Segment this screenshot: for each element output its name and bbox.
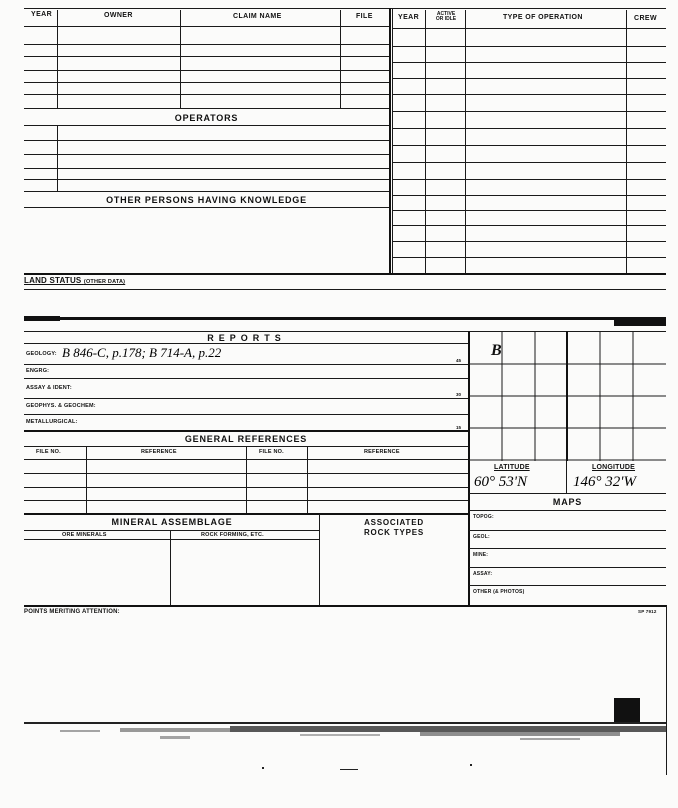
refs-file-no-header-1: FILE NO. bbox=[36, 449, 61, 455]
mineral-col-divider bbox=[170, 530, 171, 606]
ops-row-line bbox=[393, 145, 666, 146]
ops-row-line bbox=[393, 225, 666, 226]
main-vertical-divider-inner bbox=[392, 8, 393, 274]
report-label-assay: ASSAY & IDENT: bbox=[26, 385, 72, 391]
land-status-sub: (OTHER DATA) bbox=[83, 279, 126, 285]
ops-row-line bbox=[393, 128, 666, 129]
refs-col-divider bbox=[246, 446, 247, 514]
report-value-geology: B 846-C, p.178; B 714-A, p.22 bbox=[62, 345, 222, 360]
claims-row-line bbox=[24, 44, 389, 45]
claims-header-rule bbox=[24, 26, 389, 27]
report-label-geophys: GEOPHYS. & GEOCHEM: bbox=[26, 403, 96, 409]
maps-other-label: OTHER (& PHOTOS) bbox=[473, 589, 525, 595]
refs-reference-header-2: REFERENCE bbox=[364, 449, 400, 455]
ops-row-line bbox=[393, 195, 666, 196]
ops-type-header: TYPE OF OPERATION bbox=[503, 14, 583, 21]
refs-col-divider bbox=[307, 446, 308, 514]
maps-topog-label: TOPOG: bbox=[473, 514, 494, 520]
operators-col-divider bbox=[57, 126, 58, 191]
maps-mine-label: MINE: bbox=[473, 552, 489, 558]
claims-row-line bbox=[24, 94, 389, 95]
operators-title-rule bbox=[24, 125, 389, 126]
report-label-metallurgical: METALLURGICAL: bbox=[26, 419, 78, 425]
operators-row-line bbox=[24, 140, 389, 141]
scan-edge-bar bbox=[24, 317, 666, 320]
report-row-line bbox=[24, 364, 468, 365]
grid-letter: B bbox=[491, 342, 502, 359]
report-row-line bbox=[24, 414, 468, 415]
claims-row-line bbox=[24, 108, 389, 109]
ops-active-header-line2: OR IDLE bbox=[435, 16, 457, 22]
associated-rock-types-header bbox=[320, 518, 468, 538]
ops-col-divider bbox=[465, 10, 466, 274]
latitude-label: LATITUDE bbox=[494, 464, 530, 471]
maps-assay-label: ASSAY: bbox=[473, 571, 493, 577]
ops-row-line bbox=[393, 210, 666, 211]
claims-year-header: YEAR bbox=[31, 11, 53, 18]
other-persons-title-rule bbox=[24, 207, 389, 208]
associated-line1: ASSOCIATED bbox=[364, 518, 424, 527]
claims-col-divider bbox=[57, 10, 58, 108]
form-number: SP 7912 bbox=[638, 609, 657, 614]
report-num-geology: 45 bbox=[456, 358, 462, 363]
refs-reference-header-1: REFERENCE bbox=[141, 449, 177, 455]
operators-row-line bbox=[24, 154, 389, 155]
claims-file-header: FILE bbox=[356, 13, 373, 20]
report-label-engrg: ENGRG: bbox=[26, 368, 50, 374]
ops-row-line bbox=[393, 241, 666, 242]
scan-noise bbox=[0, 718, 678, 778]
ops-row-line bbox=[393, 179, 666, 180]
rock-forming-header: ROCK FORMING, ETC. bbox=[201, 532, 264, 538]
ops-crew-header: CREW bbox=[634, 15, 657, 22]
ops-col-divider bbox=[626, 10, 627, 274]
refs-file-no-header-2: FILE NO. bbox=[259, 449, 284, 455]
report-num-metallurgical: 15 bbox=[456, 425, 462, 430]
operators-row-line bbox=[24, 168, 389, 169]
report-num-assay: 30 bbox=[456, 392, 462, 397]
land-status-title bbox=[24, 276, 125, 285]
maps-row-line bbox=[469, 530, 666, 531]
top-section-bottom-rule bbox=[24, 273, 666, 275]
ops-row-line bbox=[393, 111, 666, 112]
claims-claim-name-header: CLAIM NAME bbox=[233, 13, 282, 20]
ops-row-line bbox=[393, 46, 666, 47]
ops-row-line bbox=[393, 28, 666, 29]
operators-row-line bbox=[24, 191, 389, 192]
report-row-line bbox=[24, 398, 468, 399]
report-row-line bbox=[24, 378, 468, 379]
ops-row-line bbox=[393, 62, 666, 63]
ops-row-line bbox=[393, 94, 666, 95]
claims-owner-header: OWNER bbox=[104, 12, 133, 19]
mineral-title-rule bbox=[24, 530, 320, 531]
maps-title: MAPS bbox=[552, 497, 583, 507]
reports-title: REPORTS bbox=[207, 333, 286, 343]
report-label-geology: GEOLOGY: bbox=[26, 351, 57, 357]
ops-active-header-line1: ACTIVE bbox=[436, 11, 456, 17]
lat-long-bottom-rule bbox=[469, 493, 666, 494]
maps-row-line bbox=[469, 585, 666, 586]
ops-row-line bbox=[393, 78, 666, 79]
scan-edge-mark bbox=[614, 320, 666, 326]
middle-section-bottom-rule bbox=[24, 605, 666, 607]
ops-row-line bbox=[393, 257, 666, 258]
ops-year-header: YEAR bbox=[398, 14, 420, 21]
refs-col-divider bbox=[86, 446, 87, 514]
claims-col-divider bbox=[340, 10, 341, 108]
other-persons-title: OTHER PERSONS HAVING KNOWLEDGE bbox=[106, 195, 307, 205]
scan-edge-mark bbox=[24, 316, 60, 321]
claims-col-divider bbox=[180, 10, 181, 108]
report-bottom-rule bbox=[24, 430, 468, 432]
operators-row-line bbox=[24, 179, 389, 180]
maps-row-line bbox=[469, 567, 666, 568]
ops-row-line bbox=[393, 162, 666, 163]
points-title: POINTS MERITING ATTENTION: bbox=[24, 609, 120, 615]
land-status-rule bbox=[24, 289, 666, 290]
longitude-value: 146° 32'W bbox=[573, 474, 636, 490]
ops-active-header bbox=[427, 12, 465, 22]
latitude-value: 60° 53'N bbox=[474, 474, 527, 490]
general-refs-title: GENERAL REFERENCES bbox=[184, 434, 308, 444]
associated-line2: ROCK TYPES bbox=[363, 528, 424, 537]
top-border bbox=[24, 8, 666, 9]
claims-row-line bbox=[24, 56, 389, 57]
ore-minerals-header: ORE MINERALS bbox=[62, 532, 107, 538]
maps-title-rule bbox=[469, 510, 666, 511]
main-vertical-divider bbox=[389, 8, 391, 274]
maps-row-line bbox=[469, 548, 666, 549]
mineral-title: MINERAL ASSEMBLAGE bbox=[111, 517, 233, 527]
reports-title-rule bbox=[24, 343, 469, 344]
maps-geol-label: GEOL: bbox=[473, 534, 490, 540]
claims-row-line bbox=[24, 82, 389, 83]
operators-title: OPERATORS bbox=[174, 113, 239, 123]
longitude-label: LONGITUDE bbox=[592, 464, 636, 471]
lat-long-divider bbox=[566, 461, 567, 493]
land-status-label: LAND STATUS bbox=[24, 276, 82, 285]
ops-col-divider bbox=[425, 10, 426, 274]
mineral-header-rule bbox=[24, 539, 320, 540]
claims-row-line bbox=[24, 70, 389, 71]
refs-bottom-rule bbox=[24, 513, 468, 515]
